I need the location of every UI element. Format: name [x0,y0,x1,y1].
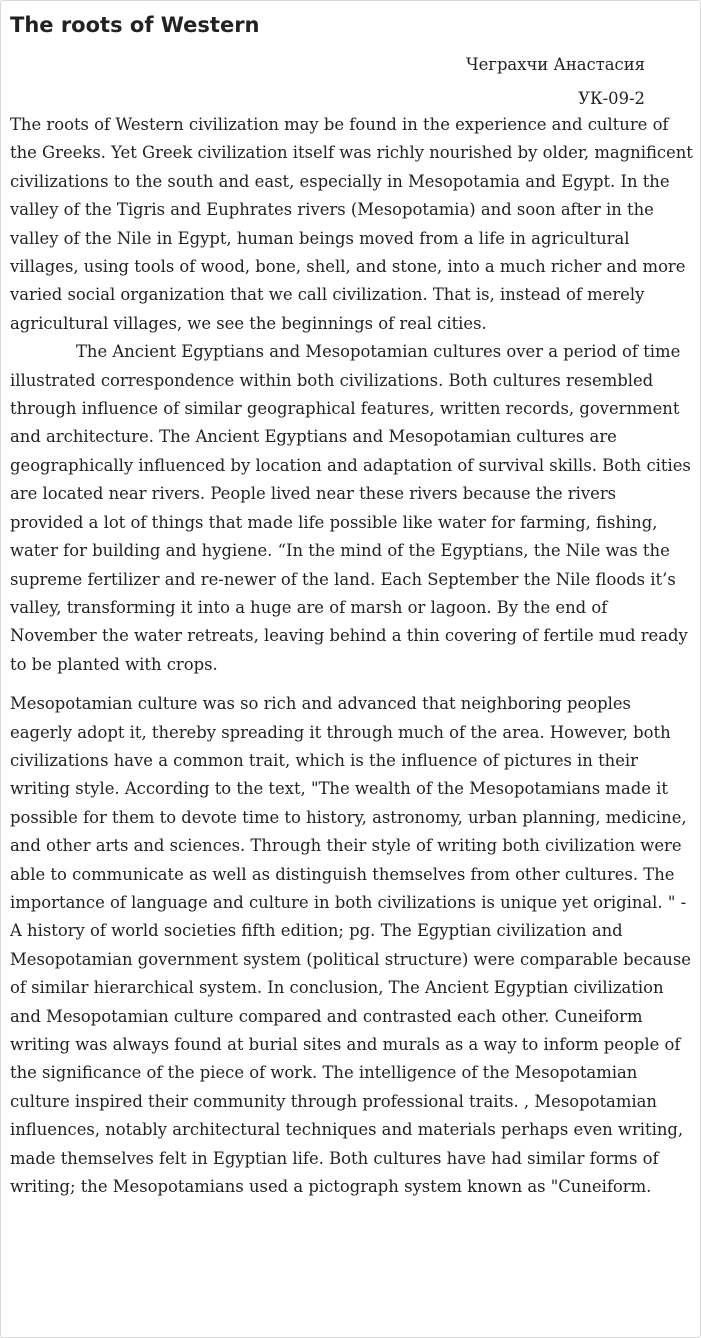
document-title: The roots of Western [10,13,260,37]
paragraph-comparison: The Ancient Egyptians and Mesopotamian cultures over a period of time illustrated correspondence within both civilizations. Both cultures resembled through influence of similar geographical features, written records, government and architecture. The Ancient Egyptians and Mesopotamian cultures are geographically influenced by location and adaptation of survival skills. Both cities are located near rivers. People lived near these rivers because the rivers provided a lot of things that made life possible like water for farming, fishing, water for building and hygiene. “In the mind of the Egyptians, the Nile was the supreme fertilizer and re-newer of the land. Each September the Nile floods it’s valley, transforming it into a huge are of marsh or lagoon. By the end of November the water retreats, leaving behind a thin covering of fertile mud ready to be planted with crops. [10,342,691,674]
paragraph-mesopotamian-culture: Mesopotamian culture was so rich and advanced that neighboring peoples eagerly adopt it, thereby spreading it through much of the area. However, both civilizations have a common trait, which is the influence of pictures in their writing style. According to the text, "The wealth of the Mesopotamians made it possible for them to devote time to history, astronomy, urban planning, medicine, and other arts and sciences. Through their style of writing both civilization were able to communicate as well as distinguish themselves from other cultures. The importance of language and culture in both civilizations is unique yet original. " -A history of world societies fifth edition; pg. The Egyptian civilization and Mesopotamian government system (political structure) were comparable because of similar hierarchical system. In conclusion, The Ancient Egyptian civilization and Mesopotamian culture compared and contrasted each other. Cuneiform writing was always found at burial sites and murals as a way to inform people of the significance of the piece of work. The intelligence of the Mesopotamian culture inspired their community through professional traits. , Mesopotamian influences, notably architectural techniques and materials perhaps even writing, made themselves felt in Egyptian life. Both cultures have had similar forms of writing; the Mesopotamians used a pictograph system known as "Cuneiform. [10,694,691,1197]
group-code: УК-09-2 [578,89,645,108]
paragraph-intro: The roots of Western civilization may be found in the experience and culture of the Greeks. Yet Greek civilization itself was richly nourished by older, magnificent civilizations to the south and east, especially in Mesopotamia and Egypt. In the valley of the Tigris and Euphrates rivers (Mesopotamia) and soon after in the valley of the Nile in Egypt, human beings moved from a life in agricultural villages, using tools of wood, bone, shell, and stone, into a much richer and more varied social organization that we call civilization. That is, instead of merely agricultural villages, we see the beginnings of real cities. [10,115,693,333]
document-body [10,1,694,1201]
author-name: Чеграхчи Анастасия [465,55,645,74]
